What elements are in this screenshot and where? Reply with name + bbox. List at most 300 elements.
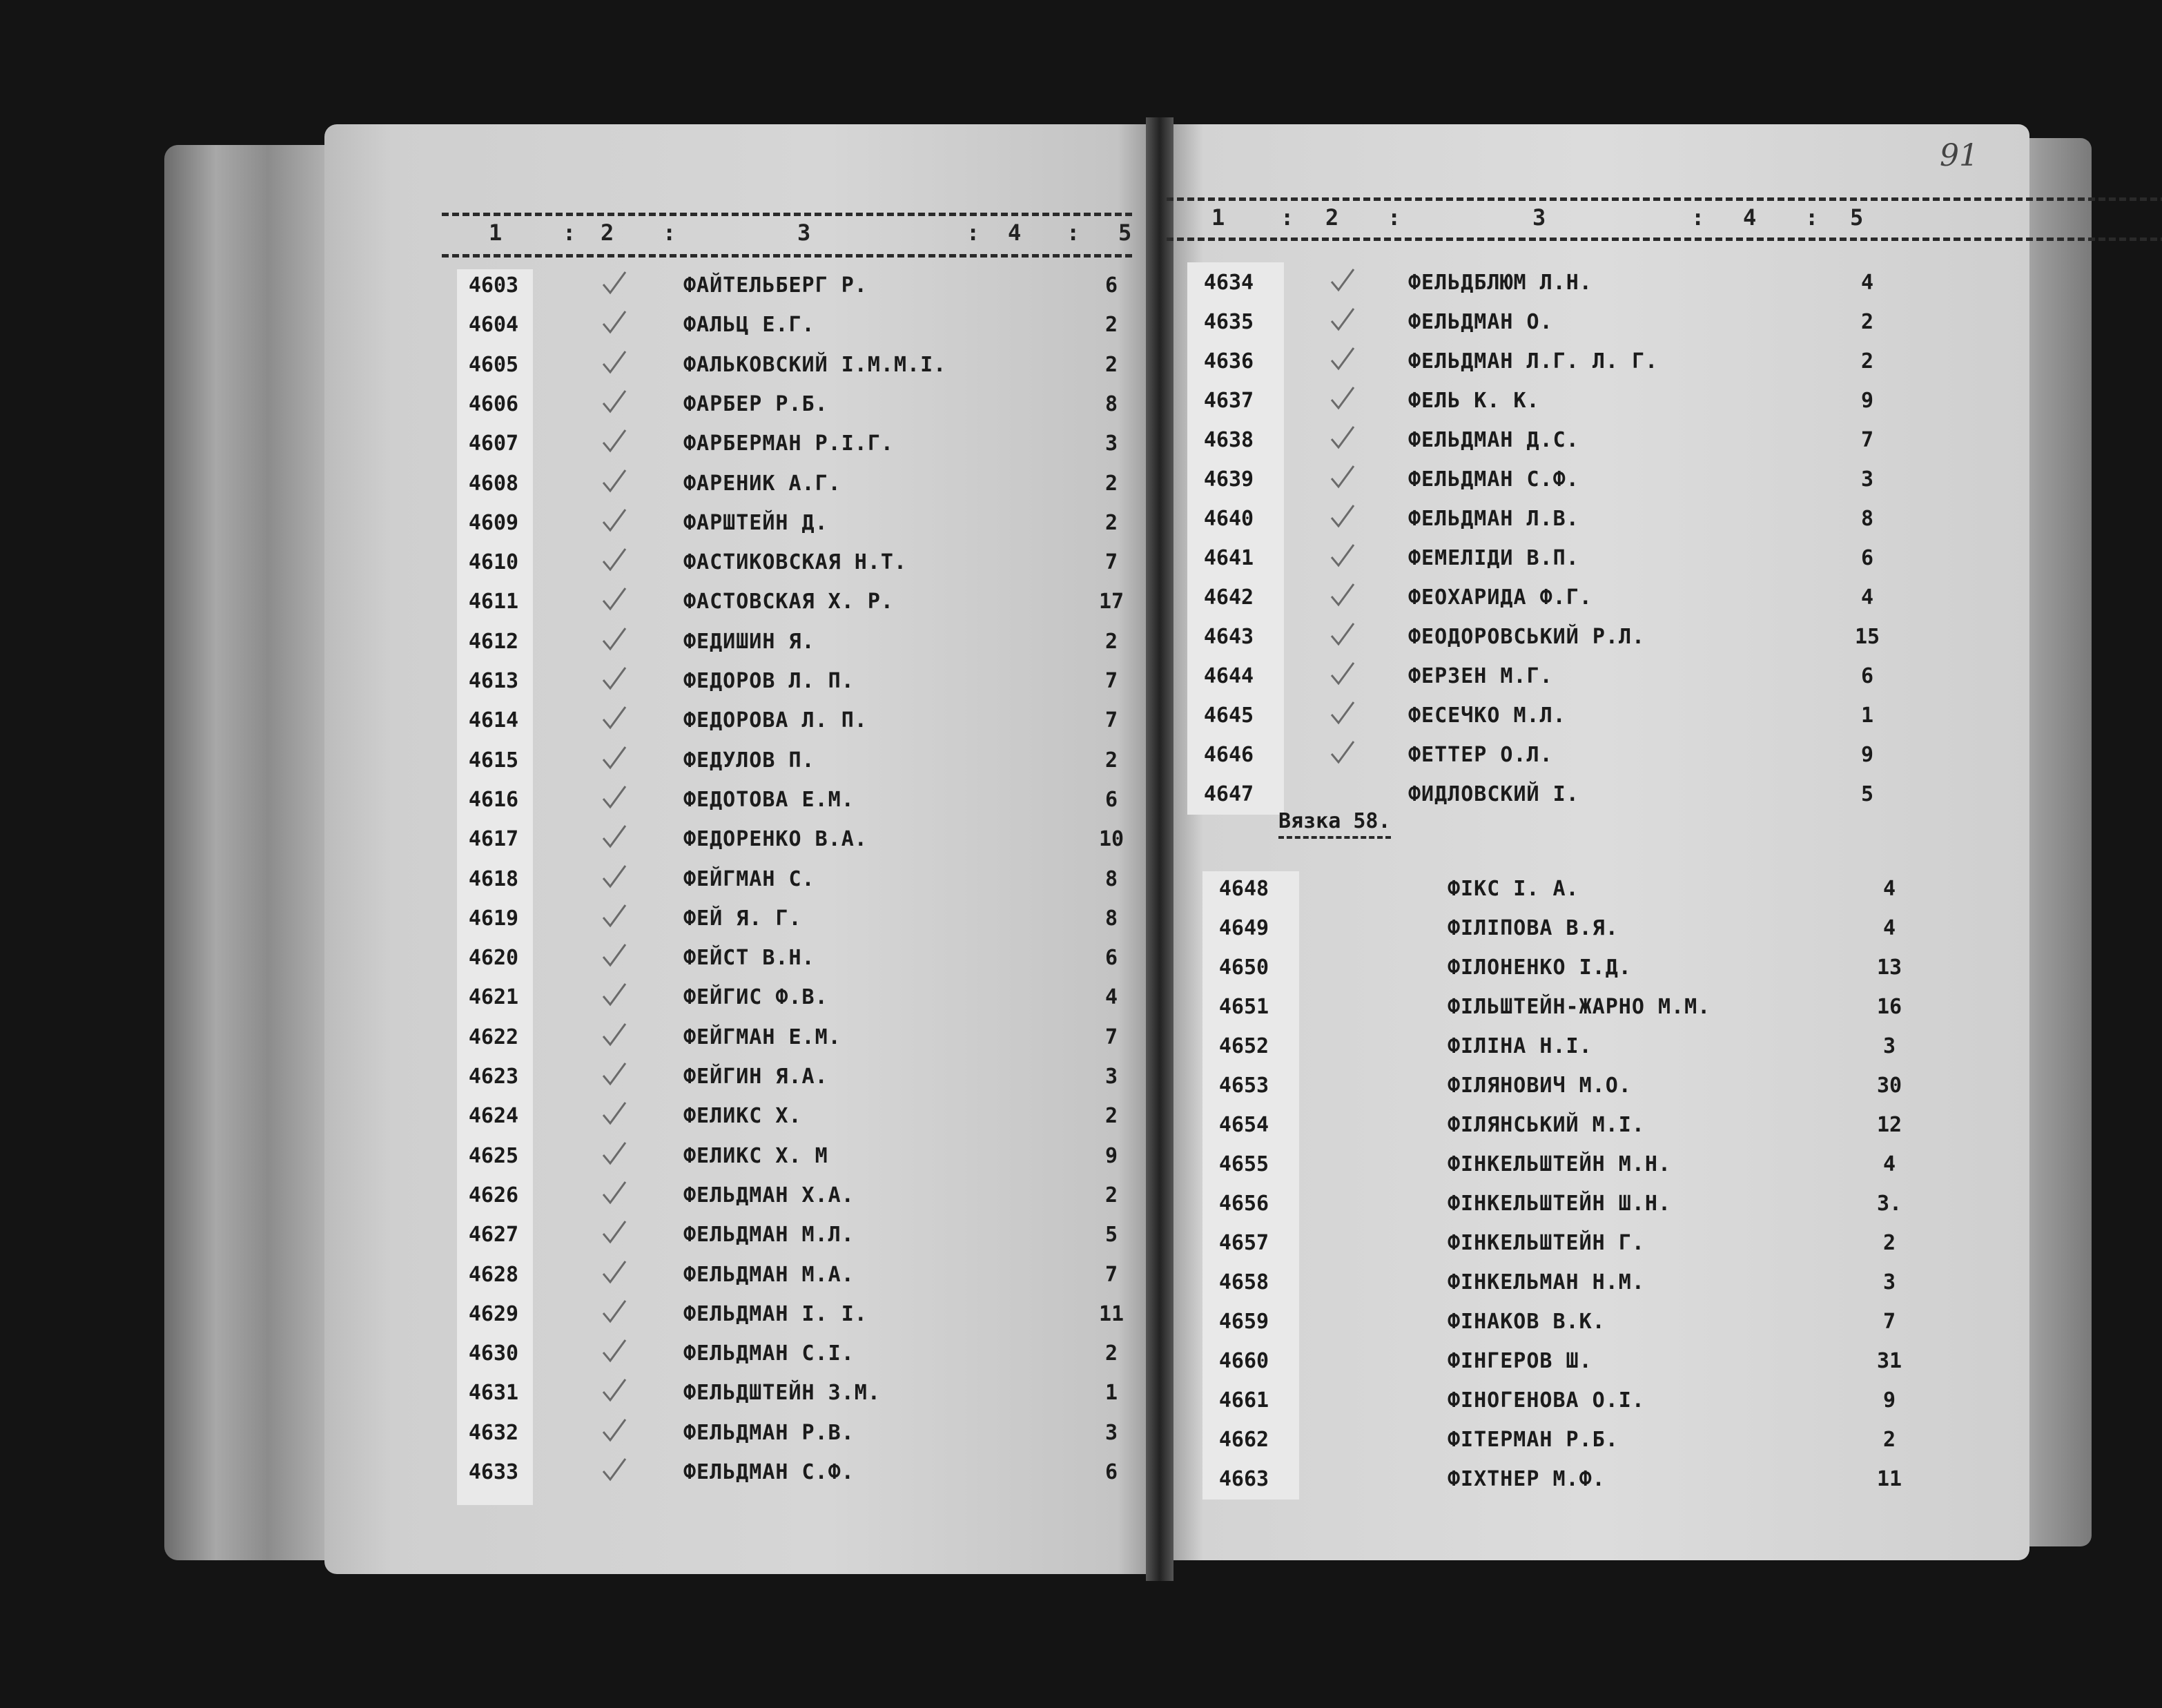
checkmark-icon <box>1329 306 1356 333</box>
person-name: ФІЛІПОВА В.Я. <box>1448 916 1619 940</box>
column-header-cell: 3 <box>797 220 811 246</box>
record-number: 4659 <box>1218 1310 1269 1334</box>
person-name: ФАРШТЕЙН Д. <box>683 510 828 535</box>
person-name: ФІКС І. А. <box>1448 877 1579 901</box>
register-row <box>1202 1231 1896 1259</box>
person-name: ФЕЛЬДМАН Р.В. <box>683 1420 855 1445</box>
register-row <box>1202 1349 1902 1377</box>
sheet-count: 7 <box>1860 428 1874 452</box>
sheet-count: 2 <box>1104 352 1118 377</box>
sheet-count: 2 <box>1104 1341 1118 1366</box>
person-name: ФІНКЕЛЬМАН Н.М. <box>1448 1270 1645 1294</box>
sheet-count: 11 <box>1876 1467 1902 1491</box>
record-number: 4632 <box>468 1420 519 1445</box>
record-number: 4613 <box>468 669 519 693</box>
record-number: 4635 <box>1203 310 1254 334</box>
sheet-count: 3 <box>1860 467 1874 492</box>
sheet-count: 8 <box>1104 391 1118 416</box>
checkmark-icon <box>1329 699 1356 727</box>
sheet-count: 4 <box>1860 585 1874 610</box>
sheet-count: 12 <box>1876 1113 1902 1137</box>
sheet-count: 7 <box>1104 708 1118 733</box>
record-number: 4610 <box>468 550 519 575</box>
person-name: ФІЛОНЕНКО І.Д. <box>1448 955 1632 980</box>
sheet-count: 6 <box>1104 787 1118 812</box>
person-name: ФЕРЗЕН М.Г. <box>1408 664 1553 688</box>
sheet-count: 2 <box>1882 1231 1896 1255</box>
register-row <box>452 1025 1142 1053</box>
checkmark-icon <box>1329 581 1356 609</box>
person-name: ФІЛЬШТЕЙН-ЖАРНО М.М. <box>1448 995 1711 1019</box>
record-number: 4626 <box>468 1183 519 1207</box>
sheet-count: 13 <box>1876 955 1902 980</box>
record-number: 4658 <box>1218 1270 1269 1294</box>
sheet-count: 4 <box>1860 271 1874 295</box>
checkmark-icon <box>601 1377 628 1404</box>
register-row <box>452 1460 1142 1488</box>
checkmark-icon <box>1329 463 1356 491</box>
record-number: 4637 <box>1203 389 1254 413</box>
sheet-count: 7 <box>1104 1025 1118 1049</box>
column-header-cell: 4 <box>1743 204 1757 231</box>
record-number: 4623 <box>468 1065 519 1089</box>
sheet-count: 7 <box>1104 550 1118 575</box>
column-header-cell: : <box>1387 204 1401 231</box>
person-name: ФІТЕРМАН Р.Б. <box>1448 1428 1619 1452</box>
person-name: ФЕЛЬ К. К. <box>1408 389 1540 413</box>
register-row <box>452 511 1142 538</box>
column-header-cell: : <box>1691 204 1705 231</box>
person-name: ФЕДОРОВА Л. П. <box>683 708 868 733</box>
person-name: ФЕДИШИН Я. <box>683 629 815 654</box>
person-name: ФЕДОТОВА Е.М. <box>683 787 855 812</box>
sheet-count: 16 <box>1876 995 1902 1019</box>
register-row <box>1202 1113 1902 1141</box>
person-name: ФАРБЕР Р.Б. <box>683 391 828 416</box>
record-number: 4643 <box>1203 625 1254 649</box>
checkmark-icon <box>601 1456 628 1484</box>
register-row <box>452 1341 1142 1369</box>
person-name: ФЕЙГИН Я.А. <box>683 1065 828 1089</box>
checkmark-icon <box>1329 424 1356 452</box>
register-row <box>1202 877 1896 904</box>
register-row <box>1187 664 1878 692</box>
sheet-count: 8 <box>1104 906 1118 931</box>
register-row <box>1187 271 1878 298</box>
checkmark-icon <box>601 902 628 930</box>
book-page-edges <box>164 145 337 1560</box>
sheet-count: 6 <box>1104 946 1118 971</box>
person-name: ФЕЙГМАН Е.М. <box>683 1025 841 1049</box>
person-name: ФЕЙГМАН С. <box>683 866 815 891</box>
record-number: 4656 <box>1218 1192 1269 1216</box>
person-name: ФАЛЬКОВСКИЙ І.М.М.І. <box>683 352 947 377</box>
register-row <box>1187 507 1878 534</box>
checkmark-icon <box>601 942 628 969</box>
person-name: ФІНКЕЛЬШТЕЙН Ш.Н. <box>1448 1192 1672 1216</box>
record-number: 4608 <box>468 471 519 496</box>
checkmark-icon <box>601 1021 628 1049</box>
checkmark-icon <box>601 625 628 653</box>
person-name: ФЕЛЬДМАН С.Ф. <box>1408 467 1579 492</box>
checkmark-icon <box>1329 621 1356 648</box>
sheet-count: 4 <box>1882 877 1896 901</box>
record-number: 4647 <box>1203 782 1254 806</box>
register-row <box>1202 1074 1902 1101</box>
person-name: ФАЙТЕЛЬБЕРГ Р. <box>683 273 868 298</box>
person-name: ФІНАКОВ В.К. <box>1448 1310 1606 1334</box>
record-number: 4624 <box>468 1104 519 1129</box>
record-number: 4604 <box>468 313 519 338</box>
checkmark-icon <box>601 1140 628 1167</box>
register-row <box>452 1381 1142 1408</box>
sheet-count: 2 <box>1104 471 1118 496</box>
person-name: ФІНОГЕНОВА О.І. <box>1448 1388 1645 1413</box>
record-number: 4654 <box>1218 1113 1269 1137</box>
checkmark-icon <box>1329 385 1356 412</box>
person-name: ФЕЛЬДМАН Л.Г. Л. Г. <box>1408 349 1659 373</box>
left-header-rule-top <box>442 213 1132 216</box>
column-header-cell: : <box>563 220 576 246</box>
column-header-cell: : <box>966 220 980 246</box>
column-header-cell: 1 <box>489 220 503 246</box>
record-number: 4612 <box>468 629 519 654</box>
person-name: ФЕЛЬДМАН О. <box>1408 310 1553 334</box>
register-row <box>452 273 1142 301</box>
sheet-count: 11 <box>1098 1301 1124 1326</box>
register-row <box>1187 428 1878 456</box>
checkmark-icon <box>601 427 628 455</box>
record-number: 4630 <box>468 1341 519 1366</box>
checkmark-icon <box>1329 542 1356 570</box>
right-header-rule-bottom <box>1167 237 2162 241</box>
record-number: 4603 <box>468 273 519 298</box>
record-number: 4619 <box>468 906 519 931</box>
column-header-cell: : <box>1805 204 1819 231</box>
register-row <box>452 1263 1142 1290</box>
register-row <box>1187 310 1878 338</box>
sheet-count: 2 <box>1104 1183 1118 1207</box>
column-header-cell: 4 <box>1008 220 1022 246</box>
sheet-count: 4 <box>1882 1152 1896 1176</box>
book-gutter <box>1146 117 1173 1581</box>
register-row <box>1187 703 1878 731</box>
sheet-count: 1 <box>1860 703 1874 728</box>
person-name: ФЕЛИКС Х. <box>683 1104 802 1129</box>
record-number: 4646 <box>1203 743 1254 767</box>
sheet-count: 3 <box>1104 431 1118 456</box>
person-name: ФІЛІНА Н.І. <box>1448 1034 1593 1058</box>
checkmark-icon <box>601 823 628 851</box>
column-header-cell: 5 <box>1118 220 1132 246</box>
checkmark-icon <box>601 744 628 772</box>
sheet-count: 4 <box>1882 916 1896 940</box>
person-name: ФІЛЯНСЬКИЙ М.І. <box>1448 1113 1645 1137</box>
sheet-count: 31 <box>1876 1349 1902 1373</box>
checkmark-icon <box>601 467 628 495</box>
checkmark-icon <box>601 863 628 891</box>
register-row <box>1202 1467 1902 1495</box>
record-number: 4633 <box>468 1460 519 1484</box>
register-row <box>452 630 1142 657</box>
person-name: ФІНКЕЛЬШТЕЙН М.Н. <box>1448 1152 1672 1176</box>
sheet-count: 2 <box>1104 1104 1118 1129</box>
register-row <box>452 590 1142 617</box>
sheet-count: 9 <box>1860 743 1874 767</box>
person-name: ФЕЙСТ В.Н. <box>683 946 815 971</box>
checkmark-icon <box>601 704 628 732</box>
checkmark-icon <box>601 784 628 811</box>
register-row <box>1202 1192 1902 1219</box>
record-number: 4606 <box>468 391 519 416</box>
sheet-count: 5 <box>1104 1223 1118 1248</box>
record-number: 4660 <box>1218 1349 1269 1373</box>
checkmark-icon <box>601 309 628 336</box>
checkmark-icon <box>601 546 628 574</box>
person-name: ФЕДУЛОВ П. <box>683 748 815 773</box>
sheet-count: 2 <box>1104 629 1118 654</box>
record-number: 4620 <box>468 946 519 971</box>
register-row <box>452 867 1142 895</box>
register-row <box>1202 1388 1896 1416</box>
checkmark-icon <box>601 388 628 416</box>
checkmark-icon <box>601 1298 628 1326</box>
register-row <box>452 827 1142 855</box>
record-number: 4655 <box>1218 1152 1269 1176</box>
checkmark-icon <box>601 665 628 692</box>
sheet-count: 2 <box>1860 310 1874 334</box>
record-number: 4638 <box>1203 428 1254 452</box>
register-row <box>1187 467 1878 495</box>
column-header-cell: : <box>1280 204 1294 231</box>
sheet-count: 3 <box>1882 1270 1896 1294</box>
person-name: ФЕЛИКС Х. М <box>683 1143 828 1168</box>
checkmark-icon <box>601 1219 628 1246</box>
record-number: 4650 <box>1218 955 1269 980</box>
person-name: ФЕЛЬДМАН С.І. <box>683 1341 855 1366</box>
register-row <box>452 788 1142 815</box>
sheet-count: 3 <box>1104 1420 1118 1445</box>
person-name: ФЕЛЬДМАН М.А. <box>683 1262 855 1287</box>
checkmark-icon <box>601 1337 628 1365</box>
register-row <box>452 392 1142 420</box>
person-name: ФЕТТЕР О.Л. <box>1408 743 1553 767</box>
person-name: ФАЛЬЦ Е.Г. <box>683 313 815 338</box>
record-number: 4631 <box>468 1381 519 1406</box>
register-row <box>452 748 1142 776</box>
register-row <box>1187 625 1878 652</box>
person-name: ФІНКЕЛЬШТЕЙН Г. <box>1448 1231 1645 1255</box>
person-name: ФАСТОВСКАЯ Х. Р. <box>683 590 894 614</box>
record-number: 4634 <box>1203 271 1254 295</box>
person-name: ФЕДОРЕНКО В.А. <box>683 827 868 852</box>
person-name: ФЕЛЬДБЛЮМ Л.Н. <box>1408 271 1593 295</box>
person-name: ФЕЛЬДМАН Х.А. <box>683 1183 855 1207</box>
checkmark-icon <box>1329 345 1356 373</box>
column-header-cell: 3 <box>1532 204 1546 231</box>
record-number: 4642 <box>1203 585 1254 610</box>
checkmark-icon <box>601 585 628 613</box>
person-name: ФЕДОРОВ Л. П. <box>683 669 855 693</box>
person-name: ФАРБЕРМАН Р.І.Г. <box>683 431 894 456</box>
record-number: 4627 <box>468 1223 519 1248</box>
record-number: 4622 <box>468 1025 519 1049</box>
sheet-count: 15 <box>1854 625 1880 649</box>
sheet-count: 2 <box>1860 349 1874 373</box>
checkmark-icon <box>601 1060 628 1088</box>
record-number: 4663 <box>1218 1467 1269 1491</box>
sheet-count: 9 <box>1104 1143 1118 1168</box>
record-number: 4661 <box>1218 1388 1269 1413</box>
record-number: 4628 <box>468 1262 519 1287</box>
person-name: ФЕЛЬДМАН М.Л. <box>683 1223 855 1248</box>
person-name: ФЕЛЬДМАН Д.С. <box>1408 428 1579 452</box>
column-header-cell: 2 <box>601 220 614 246</box>
checkmark-icon <box>601 981 628 1009</box>
register-row <box>452 1183 1142 1211</box>
record-number: 4611 <box>468 590 519 614</box>
sheet-count: 1 <box>1104 1381 1118 1406</box>
sheet-count: 2 <box>1882 1428 1896 1452</box>
record-number: 4652 <box>1218 1034 1269 1058</box>
sheet-count: 7 <box>1104 1262 1118 1287</box>
record-number: 4616 <box>468 787 519 812</box>
record-number: 4662 <box>1218 1428 1269 1452</box>
record-number: 4639 <box>1203 467 1254 492</box>
record-number: 4621 <box>468 985 519 1010</box>
register-row <box>1187 349 1878 377</box>
register-row <box>452 313 1142 340</box>
checkmark-icon <box>601 1100 628 1127</box>
column-header-cell: : <box>663 220 676 246</box>
checkmark-icon <box>601 1259 628 1286</box>
sheet-count: 8 <box>1860 507 1874 531</box>
person-name: ФЕЙГИС Ф.В. <box>683 985 828 1010</box>
record-number: 4605 <box>468 352 519 377</box>
right-number-strip-a <box>1187 262 1284 815</box>
person-name: ФІХТНЕР М.Ф. <box>1448 1467 1606 1491</box>
sheet-count: 2 <box>1104 313 1118 338</box>
record-number: 4615 <box>468 748 519 773</box>
record-number: 4657 <box>1218 1231 1269 1255</box>
sheet-count: 9 <box>1860 389 1874 413</box>
record-number: 4607 <box>468 431 519 456</box>
register-row <box>1202 995 1902 1022</box>
sheet-count: 2 <box>1104 510 1118 535</box>
sheet-count: 6 <box>1104 273 1118 298</box>
record-number: 4641 <box>1203 546 1254 570</box>
bundle-subheading: Вязка 58. <box>1278 809 1391 839</box>
person-name: ФАСТИКОВСКАЯ Н.Т. <box>683 550 908 575</box>
register-row <box>452 1421 1142 1448</box>
register-row <box>1187 782 1878 810</box>
register-row <box>1202 1310 1896 1337</box>
page-number: 91 <box>1940 138 1978 173</box>
person-name: ФАРЕНИК А.Г. <box>683 471 841 496</box>
register-row <box>1202 1428 1896 1455</box>
sheet-count: 4 <box>1104 985 1118 1010</box>
sheet-count: 10 <box>1098 827 1124 852</box>
checkmark-icon <box>601 269 628 297</box>
checkmark-icon <box>601 507 628 534</box>
checkmark-icon <box>601 1417 628 1444</box>
column-header-cell: 2 <box>1325 204 1339 231</box>
register-row <box>452 669 1142 697</box>
register-row <box>1187 546 1878 574</box>
register-row <box>1202 1152 1896 1180</box>
sheet-count: 2 <box>1104 748 1118 773</box>
checkmark-icon <box>1329 739 1356 766</box>
register-row <box>452 946 1142 973</box>
left-header-rule-bottom <box>442 254 1132 258</box>
register-row <box>1202 1034 1896 1062</box>
register-row <box>452 985 1142 1013</box>
register-row <box>452 906 1142 934</box>
person-name: ФЕЛЬДМАН Л.В. <box>1408 507 1579 531</box>
register-row <box>1187 585 1878 613</box>
sheet-count: 6 <box>1860 664 1874 688</box>
register-row <box>452 472 1142 499</box>
record-number: 4648 <box>1218 877 1269 901</box>
sheet-count: 6 <box>1104 1460 1118 1484</box>
record-number: 4644 <box>1203 664 1254 688</box>
checkmark-icon <box>601 349 628 376</box>
sheet-count: 9 <box>1882 1388 1896 1413</box>
column-header-cell: 1 <box>1211 204 1225 231</box>
record-number: 4640 <box>1203 507 1254 531</box>
register-row <box>452 431 1142 459</box>
sheet-count: 7 <box>1104 669 1118 693</box>
column-header-cell: : <box>1067 220 1080 246</box>
register-row <box>1202 955 1902 983</box>
person-name: ФЕОХАРИДА Ф.Г. <box>1408 585 1593 610</box>
register-row <box>1187 743 1878 770</box>
record-number: 4636 <box>1203 349 1254 373</box>
sheet-count: 3 <box>1104 1065 1118 1089</box>
person-name: ФІЛЯНОВИЧ М.О. <box>1448 1074 1632 1098</box>
person-name: ФЕЛЬДМАН І. І. <box>683 1301 868 1326</box>
register-row <box>1202 1270 1896 1298</box>
person-name: ФЕМЕЛІДИ В.П. <box>1408 546 1579 570</box>
sheet-count: 3. <box>1876 1192 1902 1216</box>
record-number: 4614 <box>468 708 519 733</box>
register-row <box>452 1104 1142 1132</box>
sheet-count: 5 <box>1860 782 1874 806</box>
register-row <box>1187 389 1878 416</box>
record-number: 4609 <box>468 510 519 535</box>
person-name: ФЕЛЬДМАН С.Ф. <box>683 1460 855 1484</box>
column-header-cell: 5 <box>1850 204 1864 231</box>
register-row <box>1202 916 1896 944</box>
sheet-count: 8 <box>1104 866 1118 891</box>
sheet-count: 3 <box>1882 1034 1896 1058</box>
person-name: ФИДЛОВСКИЙ І. <box>1408 782 1579 806</box>
register-row <box>452 1065 1142 1092</box>
record-number: 4651 <box>1218 995 1269 1019</box>
register-row <box>452 353 1142 380</box>
person-name: ФЕЙ Я. Г. <box>683 906 802 931</box>
checkmark-icon <box>1329 503 1356 530</box>
checkmark-icon <box>601 1179 628 1207</box>
register-row <box>452 1302 1142 1330</box>
record-number: 4625 <box>468 1143 519 1168</box>
person-name: ФЕЛЬДШТЕЙН З.М. <box>683 1381 881 1406</box>
record-number: 4617 <box>468 827 519 852</box>
register-row <box>452 550 1142 578</box>
register-row <box>452 708 1142 736</box>
record-number: 4618 <box>468 866 519 891</box>
person-name: ФЕОДОРОВСЬКИЙ Р.Л. <box>1408 625 1646 649</box>
